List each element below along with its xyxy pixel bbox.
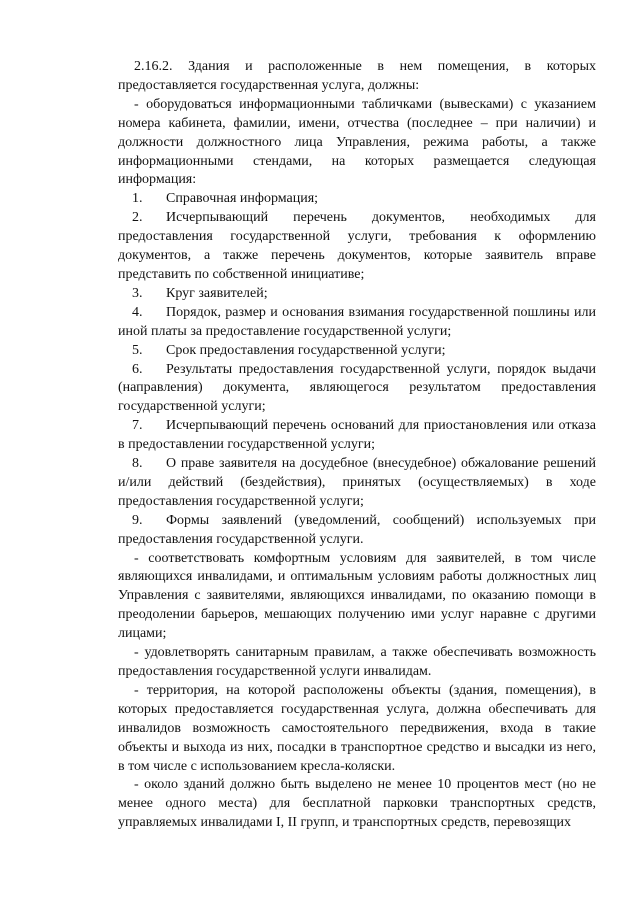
list-number: 8. — [132, 456, 143, 472]
document-page — [118, 58, 596, 833]
list-item-6 — [118, 361, 596, 418]
list-number: 7. — [132, 418, 143, 434]
list-item-3 — [118, 285, 596, 304]
list-text: Исчерпывающий перечень документов, необходимых для предоставления государственной услуги, требования к оформлению документов, а также перечень документов, которые заявитель вправе представить по собственной инициативе; — [118, 210, 596, 282]
list-text: Результаты предоставления государственной услуги, порядок выдачи (направления) документа, являющегося результатом предоставления государственной услуги; — [118, 361, 596, 415]
list-item-8 — [118, 455, 596, 512]
requirement-signage: - оборудоваться информационными табличками (вывесками) с указанием номера кабинета, фамилии, имени, отчества (последнее – при наличии) и должности должностного лица Управления, режима работы, а также информационными стендами, на которых размещается следующая информация: — [118, 96, 596, 188]
requirement-sanitary: - удовлетворять санитарным правилам, а также обеспечивать возможность предоставления государственной услуги инвалидам. — [118, 645, 596, 679]
list-item-7 — [118, 417, 596, 455]
list-number: 6. — [132, 361, 143, 377]
list-text: Справочная информация; — [166, 191, 319, 207]
list-text: О праве заявителя на досудебное (внесудебное) обжалование решений и/или действий (бездействия), принятых (осуществляемых) в ходе предоставления государственной услуги; — [118, 456, 596, 509]
list-text: Круг заявителей; — [166, 285, 268, 301]
list-number: 3. — [132, 285, 143, 301]
section-paragraph-2-16-2: 2.16.2. Здания и расположенные в нем помещения, в которых предоставляется государственная услуга, должны: — [118, 59, 596, 93]
list-text: Срок предоставления государственной услуги; — [166, 342, 446, 358]
requirement-parking: - около зданий должно быть выделено не менее 10 процентов мест (но не менее одного места) для бесплатной парковки транспортных средств, управляемых инвалидами I, II групп, и транспортных средств, перевозящих — [118, 777, 596, 831]
list-number: 1. — [132, 191, 143, 207]
list-item-4 — [118, 304, 596, 342]
requirement-territory: - территория, на которой расположены объекты (здания, помещения), в которых предоставляется государственная услуга, должна обеспечивать для инвалидов возможность самостоятельного передвижения, входа в такие объекты и выхода из них, посадки в транспортное средство и высадки из него, в том числе с использованием кресла-коляски. — [118, 682, 596, 774]
list-number: 9. — [132, 512, 143, 528]
list-item-9 — [118, 512, 596, 550]
list-number: 4. — [132, 304, 143, 320]
list-item-2 — [118, 209, 596, 285]
list-item-1 — [118, 190, 596, 209]
list-number: 2. — [132, 210, 143, 226]
list-number: 5. — [132, 342, 143, 358]
list-text: Исчерпывающий перечень оснований для приостановления или отказа в предоставлении государственной услуги; — [118, 418, 596, 453]
list-item-5 — [118, 342, 596, 361]
requirement-comfort: - соответствовать комфортным условиям для заявителей, в том числе являющихся инвалидами, и оптимальным условиям работы должностных лиц Управления с заявителями, являющихся инвалидами, по оказанию помощи в преодолении барьеров, мешающих получению ими услуг наравне с другими лицами; — [118, 550, 596, 642]
list-text: Порядок, размер и основания взимания государственной пошлины или иной платы за предоставление государственной услуги; — [118, 304, 596, 339]
list-text: Формы заявлений (уведомлений, сообщений) используемых при предоставления государственной услуги. — [118, 512, 596, 547]
